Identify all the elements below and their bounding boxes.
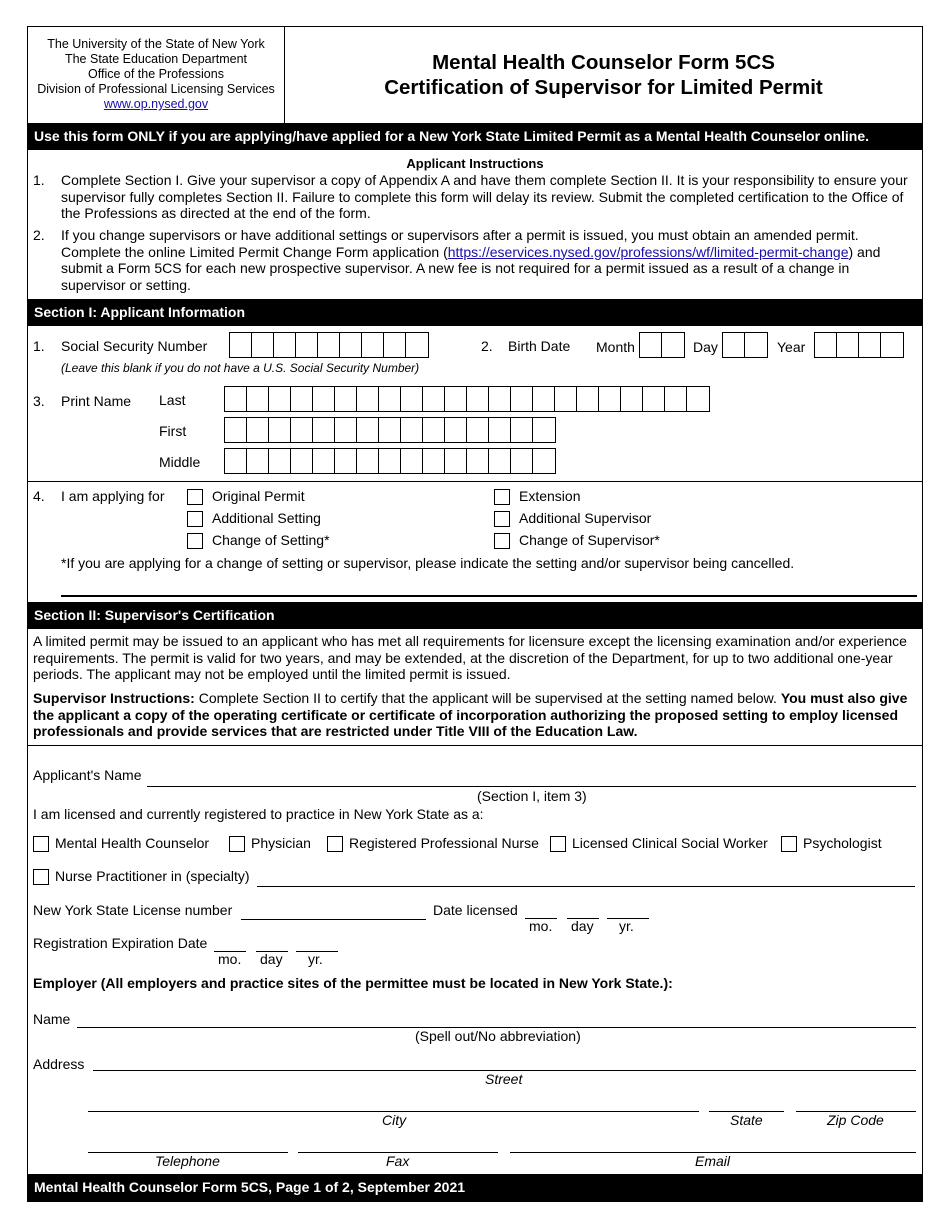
registered-professional-nurse-label: Registered Professional Nurse	[349, 835, 539, 851]
street-caption: Street	[485, 1071, 523, 1087]
agency-line: Division of Professional Licensing Services	[37, 82, 275, 96]
form-title-line1: Mental Health Counselor Form 5CS	[432, 51, 775, 74]
reg-exp-day-caption: day	[260, 951, 283, 967]
instruction-2-text-start: If you change supervisors or have additional settings or supervisors after a permit is issued, you must obtain an amended permit. Complete the online Limited Permit Change Form application (	[61, 227, 859, 260]
licensed-statement: I am licensed and currently registered to practice in New York State as a:	[33, 806, 484, 822]
first-name-label: First	[159, 423, 187, 439]
original-permit-label: Original Permit	[212, 488, 305, 504]
section1-divider	[28, 481, 922, 482]
section2-divider	[28, 745, 922, 746]
agency-block	[28, 27, 285, 123]
month-label: Month	[596, 339, 635, 355]
section2-bar: Section II: Supervisor's Certification	[28, 602, 922, 629]
month-boxes[interactable]	[639, 332, 685, 358]
psychologist-label: Psychologist	[803, 835, 882, 851]
license-number-field[interactable]	[241, 919, 426, 920]
supervisor-instructions	[33, 690, 917, 740]
cancelled-setting-field[interactable]	[61, 595, 917, 597]
additional-supervisor-label: Additional Supervisor	[519, 510, 652, 526]
applicant-name-label: Applicant's Name	[33, 767, 142, 783]
telephone-caption: Telephone	[155, 1153, 220, 1169]
city-caption: City	[382, 1112, 407, 1128]
year-boxes[interactable]	[814, 332, 904, 358]
instruction-1-text: Complete Section I. Give your supervisor a copy of Appendix A and have them complete Section II. It is your responsibility to ensure your supervisor fully completes Section II. Failure to complete this form will delay its review. Submit the completed certification to the Office of the Professions as directed at the end of the form.	[61, 172, 908, 221]
notice-bar: Use this form ONLY if you are applying/have applied for a New York State Limited Permit as a Mental Health Counselor online.	[28, 123, 922, 150]
supervisor-instructions-bold: You must also give the applicant a copy of the operating certificate or certificate of incorporation authorizing the proposed setting to employ licensed professionals and provide services that are restricted under Title VIII of the Education Law.	[33, 690, 908, 739]
agency-line: Office of the Professions	[88, 67, 224, 81]
psychologist-checkbox[interactable]	[781, 836, 797, 852]
address-label: Address	[33, 1056, 85, 1072]
year-label: Year	[777, 339, 806, 355]
print-name-label: Print Name	[61, 393, 132, 409]
employer-name-label: Name	[33, 1011, 71, 1027]
employer-heading: Employer (All employers and practice sites of the permittee must be located in New York State.):	[33, 975, 673, 991]
extension-label: Extension	[519, 488, 581, 504]
day-label: Day	[693, 339, 718, 355]
first-name-boxes[interactable]	[224, 417, 556, 443]
ssn-boxes[interactable]	[229, 332, 429, 358]
original-permit-checkbox[interactable]	[187, 489, 203, 505]
last-name-label: Last	[159, 392, 186, 408]
agency-line: The State Education Department	[64, 52, 248, 66]
change-of-supervisor-checkbox[interactable]	[494, 533, 510, 549]
state-caption: State	[730, 1112, 763, 1128]
additional-setting-checkbox[interactable]	[187, 511, 203, 527]
middle-name-label: Middle	[159, 454, 201, 470]
physician-label: Physician	[251, 835, 311, 851]
applicant-name-caption: (Section I, item 3)	[477, 788, 587, 804]
day-boxes[interactable]	[722, 332, 768, 358]
ssn-note: (Leave this blank if you do not have a U.S. Social Security Number)	[61, 361, 420, 375]
reg-exp-mo-caption: mo.	[218, 951, 242, 967]
registration-expiration-label: Registration Expiration Date	[33, 935, 208, 951]
footer-bar: Mental Health Counselor Form 5CS, Page 1 of 2, September 2021	[28, 1174, 922, 1201]
license-number-label: New York State License number	[33, 902, 233, 918]
physician-checkbox[interactable]	[229, 836, 245, 852]
extension-checkbox[interactable]	[494, 489, 510, 505]
supervisor-instructions-label: Supervisor Instructions:	[33, 690, 195, 706]
licensed-clinical-social-worker-checkbox[interactable]	[550, 836, 566, 852]
apply-number: 4.	[33, 488, 45, 504]
last-name-boxes[interactable]	[224, 386, 710, 412]
instruction-1-number: 1.	[33, 172, 45, 188]
date-licensed-day-caption: day	[571, 918, 594, 934]
name-number: 3.	[33, 393, 45, 409]
licensed-clinical-social-worker-label: Licensed Clinical Social Worker	[572, 835, 768, 851]
employer-name-caption: (Spell out/No abbreviation)	[415, 1028, 581, 1044]
middle-name-boxes[interactable]	[224, 448, 556, 474]
nurse-practitioner-label: Nurse Practitioner in (specialty)	[55, 868, 250, 884]
supervisor-instructions-text: Complete Section II to certify that the applicant will be supervised at the setting named below.	[194, 690, 781, 706]
limited-permit-change-link[interactable]: https://eservices.nysed.gov/professions/wf/limited-permit-change	[447, 243, 849, 260]
date-licensed-mo-caption: mo.	[529, 918, 553, 934]
change-of-supervisor-label: Change of Supervisor*	[519, 532, 660, 548]
section1-bar: Section I: Applicant Information	[28, 299, 922, 326]
applying-for-label: I am applying for	[61, 488, 165, 504]
change-of-setting-checkbox[interactable]	[187, 533, 203, 549]
ssn-label: Social Security Number	[61, 338, 208, 354]
zip-code-caption: Zip Code	[827, 1112, 884, 1128]
date-licensed-label: Date licensed	[433, 902, 518, 918]
birth-date-label: Birth Date	[508, 338, 571, 354]
ssn-number: 1.	[33, 338, 45, 354]
instruction-2-text-end: ) and submit a Form 5CS for each new prospective supervisor. A new fee is not required for a permit issued as a result of a change in supervisor or setting.	[61, 243, 881, 293]
mental-health-counselor-checkbox[interactable]	[33, 836, 49, 852]
np-specialty-field[interactable]	[257, 886, 915, 887]
additional-supervisor-checkbox[interactable]	[494, 511, 510, 527]
change-note: *If you are applying for a change of setting or supervisor, please indicate the setting and/or supervisor being cancelled.	[61, 555, 795, 571]
instruction-2-number: 2.	[33, 227, 45, 243]
applicant-instructions-heading: Applicant Instructions	[406, 156, 544, 171]
section2-intro: A limited permit may be issued to an applicant who has met all requirements for licensure except the licensing examination and/or experience requirements. The permit is valid for two years, and may be extended, at the discretion of the Department, for up to two additional one-year periods. The applicant may not be employed until the limited permit is issued.	[33, 633, 907, 682]
instruction-2-text	[61, 227, 915, 293]
applicant-name-field[interactable]	[147, 786, 916, 787]
registered-professional-nurse-checkbox[interactable]	[327, 836, 343, 852]
fax-caption: Fax	[386, 1153, 410, 1169]
change-of-setting-label: Change of Setting*	[212, 532, 330, 548]
mental-health-counselor-label: Mental Health Counselor	[55, 835, 210, 851]
additional-setting-label: Additional Setting	[212, 510, 321, 526]
reg-exp-yr-caption: yr.	[308, 951, 323, 967]
form-title-line2: Certification of Supervisor for Limited Permit	[384, 76, 823, 99]
agency-website-link[interactable]: www.op.nysed.gov	[103, 97, 209, 111]
agency-line: The University of the State of New York	[47, 37, 265, 51]
nurse-practitioner-checkbox[interactable]	[33, 869, 49, 885]
date-licensed-yr-caption: yr.	[619, 918, 634, 934]
form-title	[285, 27, 922, 123]
birth-number: 2.	[481, 338, 493, 354]
email-caption: Email	[695, 1153, 731, 1169]
